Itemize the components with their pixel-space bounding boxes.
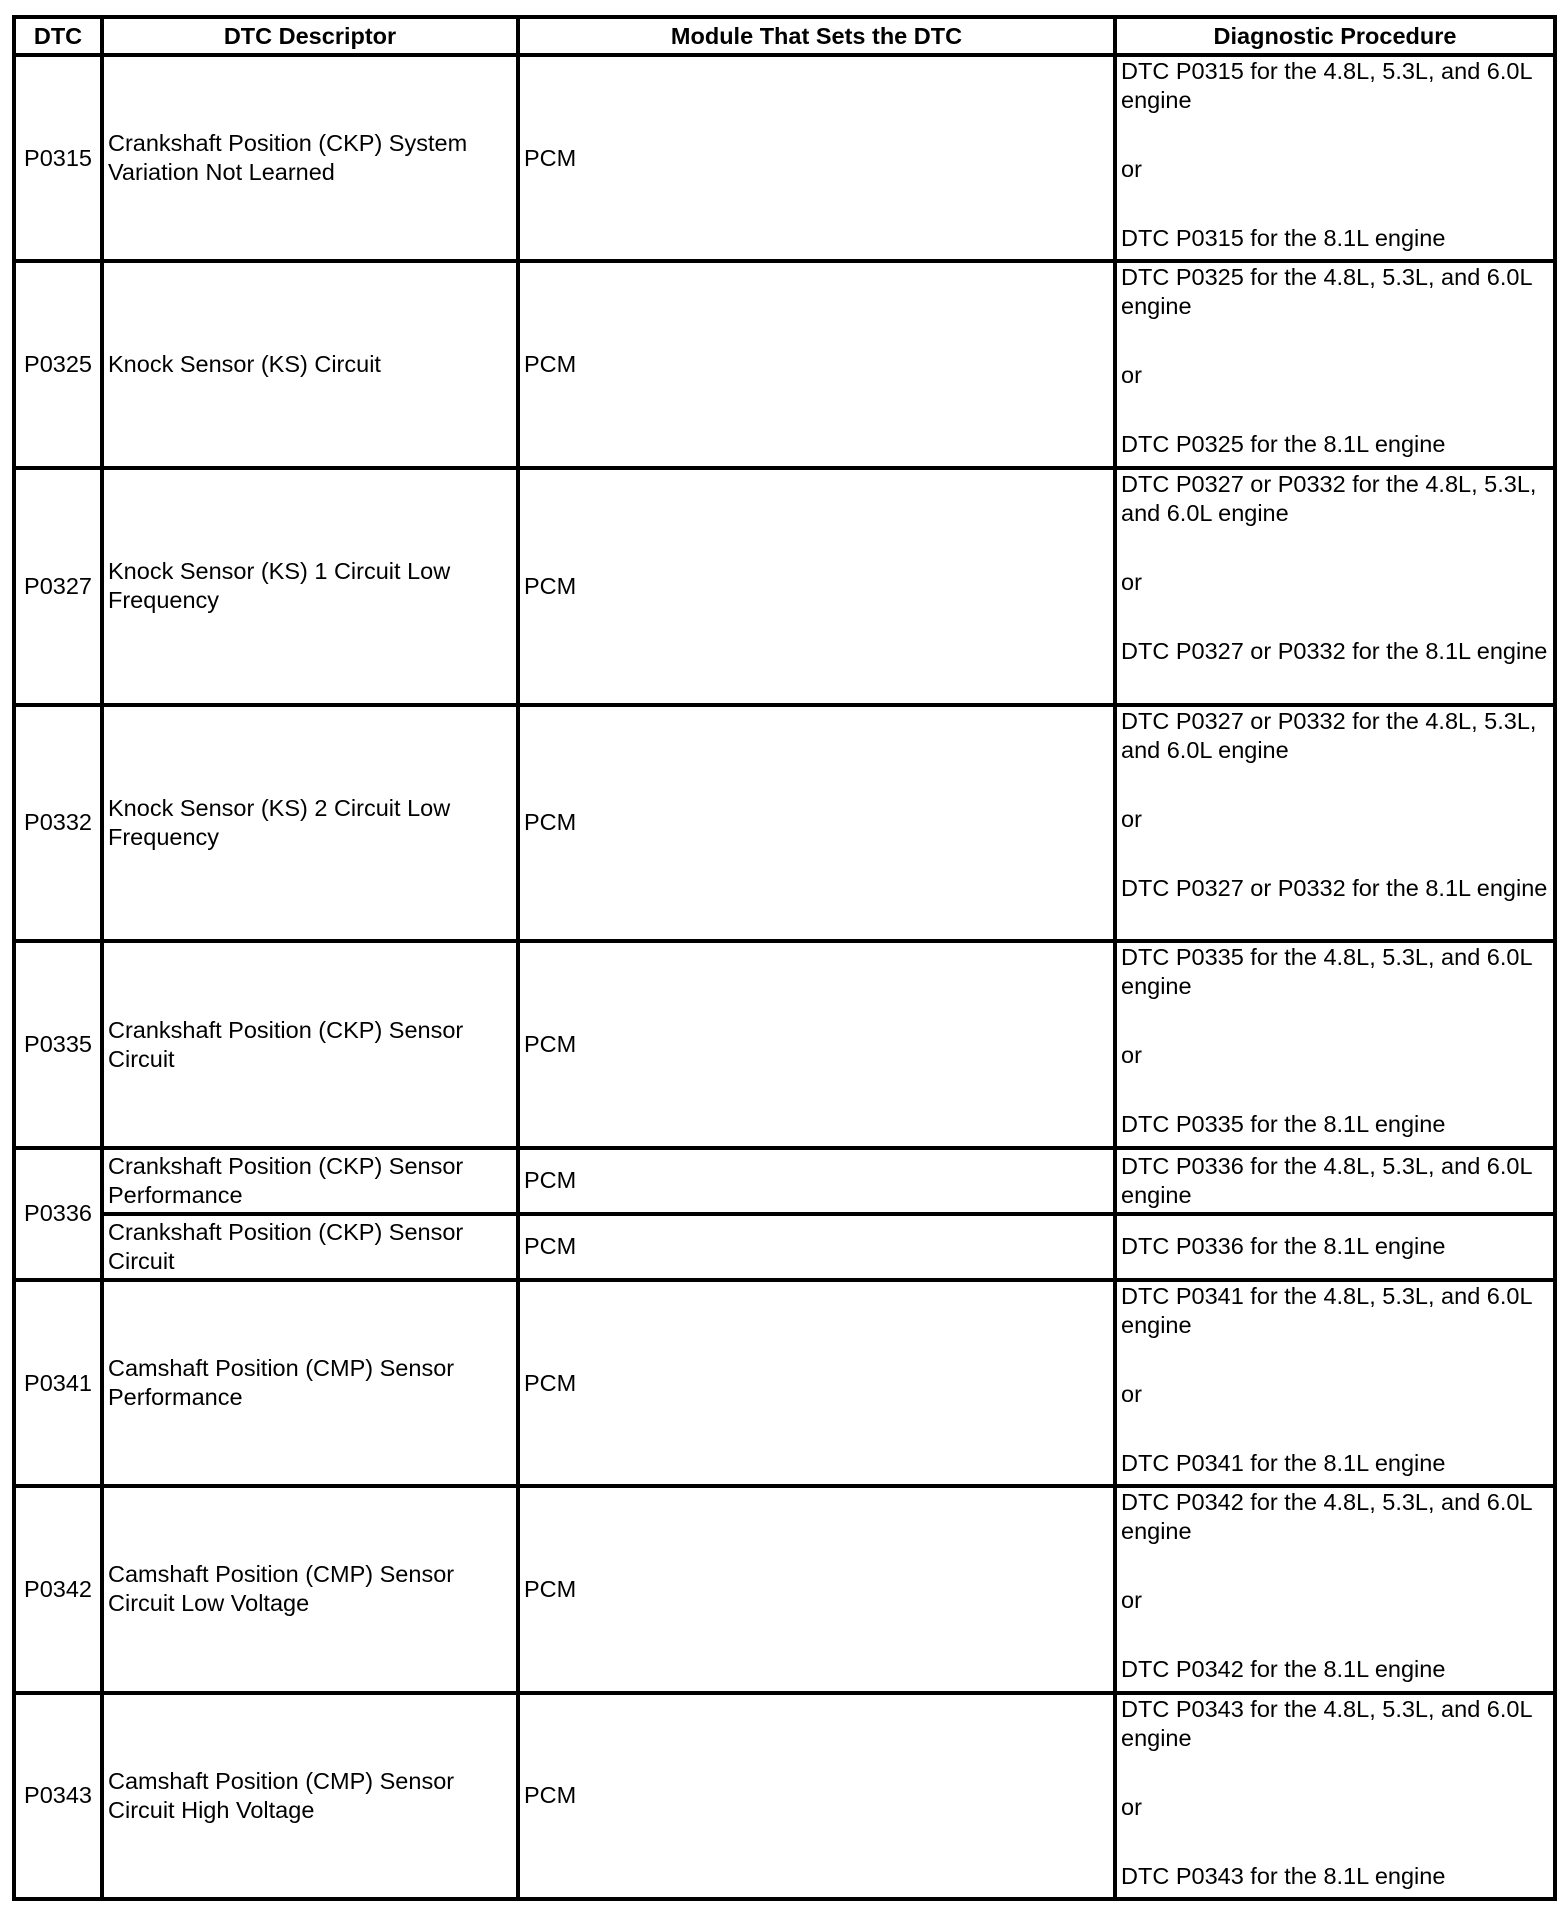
dtc-descriptor: Knock Sensor (KS) Circuit [102, 261, 518, 467]
diagnostic-procedure [1115, 941, 1555, 1147]
setting-module: PCM [518, 468, 1115, 705]
diagnostic-procedure [1115, 1693, 1555, 1899]
procedure-alternate: DTC P0335 for the 8.1L engine [1121, 1111, 1446, 1138]
procedure-primary: DTC P0315 for the 4.8L, 5.3L, and 6.0L engine [1121, 58, 1532, 113]
procedure-or: or [1121, 1587, 1142, 1614]
procedure-alternate: DTC P0342 for the 8.1L engine [1121, 1656, 1446, 1683]
procedure-primary: DTC P0327 or P0332 for the 4.8L, 5.3L, and 6.0L engine [1121, 470, 1537, 526]
dtc-code: P0332 [14, 705, 102, 942]
procedure-or: or [1121, 568, 1142, 595]
table-row [14, 1693, 1555, 1899]
dtc-code: P0335 [14, 941, 102, 1147]
procedure-alternate: DTC P0327 or P0332 for the 8.1L engine [1121, 874, 1548, 901]
dtc-code: P0341 [14, 1280, 102, 1486]
procedure-or: or [1121, 1042, 1142, 1069]
procedure-or: or [1121, 156, 1142, 182]
setting-module: PCM [518, 705, 1115, 942]
setting-module: PCM [518, 1148, 1115, 1214]
procedure-alternate: DTC P0315 for the 8.1L engine [1121, 225, 1446, 251]
header-procedure: Diagnostic Procedure [1115, 17, 1555, 55]
procedure-alternate: DTC P0343 for the 8.1L engine [1121, 1862, 1446, 1889]
procedure-or: or [1121, 362, 1142, 389]
table-row [14, 1486, 1555, 1692]
procedure-primary: DTC P0342 for the 4.8L, 5.3L, and 6.0L engine [1121, 1489, 1532, 1545]
dtc-descriptor: Camshaft Position (CMP) Sensor Performance [102, 1280, 518, 1486]
table-row [14, 1214, 1555, 1280]
diagnostic-procedure [1115, 1486, 1555, 1692]
setting-module: PCM [518, 1214, 1115, 1280]
setting-module: PCM [518, 1693, 1115, 1899]
dtc-code: P0325 [14, 261, 102, 467]
table-row [14, 941, 1555, 1147]
setting-module: PCM [518, 941, 1115, 1147]
header-module: Module That Sets the DTC [518, 17, 1115, 55]
dtc-code: P0336 [14, 1148, 102, 1280]
table-row [14, 1280, 1555, 1486]
table-row [14, 55, 1555, 261]
dtc-code: P0343 [14, 1693, 102, 1899]
diagnostic-procedure [1115, 468, 1555, 705]
procedure-primary: DTC P0341 for the 4.8L, 5.3L, and 6.0L engine [1121, 1282, 1532, 1338]
dtc-descriptor: Camshaft Position (CMP) Sensor Circuit High Voltage [102, 1693, 518, 1899]
dtc-descriptor: Crankshaft Position (CKP) Sensor Performance [102, 1148, 518, 1214]
procedure-or: or [1121, 1793, 1142, 1820]
dtc-descriptor: Camshaft Position (CMP) Sensor Circuit Low Voltage [102, 1486, 518, 1692]
table-row [14, 705, 1555, 942]
dtc-code: P0327 [14, 468, 102, 705]
setting-module: PCM [518, 55, 1115, 261]
diagnostic-procedure: DTC P0336 for the 4.8L, 5.3L, and 6.0L engine [1115, 1148, 1555, 1214]
procedure-or: or [1121, 1380, 1142, 1407]
setting-module: PCM [518, 1486, 1115, 1692]
dtc-descriptor: Knock Sensor (KS) 1 Circuit Low Frequency [102, 468, 518, 705]
procedure-primary: DTC P0327 or P0332 for the 4.8L, 5.3L, and 6.0L engine [1121, 707, 1537, 763]
diagnostic-procedure [1115, 261, 1555, 467]
header-row [14, 17, 1555, 55]
dtc-table [12, 15, 1557, 1901]
table-row [14, 1148, 1555, 1214]
procedure-primary: DTC P0335 for the 4.8L, 5.3L, and 6.0L engine [1121, 944, 1532, 1000]
dtc-descriptor: Crankshaft Position (CKP) Sensor Circuit [102, 941, 518, 1147]
header-dtc: DTC [14, 17, 102, 55]
procedure-or: or [1121, 805, 1142, 832]
setting-module: PCM [518, 1280, 1115, 1486]
procedure-alternate: DTC P0341 for the 8.1L engine [1121, 1449, 1446, 1476]
procedure-alternate: DTC P0325 for the 8.1L engine [1121, 431, 1446, 458]
dtc-code: P0342 [14, 1486, 102, 1692]
dtc-descriptor: Crankshaft Position (CKP) System Variation Not Learned [102, 55, 518, 261]
table-row [14, 468, 1555, 705]
diagnostic-procedure [1115, 1280, 1555, 1486]
dtc-code: P0315 [14, 55, 102, 261]
procedure-primary: DTC P0325 for the 4.8L, 5.3L, and 6.0L engine [1121, 264, 1532, 320]
table-row [14, 261, 1555, 467]
dtc-descriptor: Crankshaft Position (CKP) Sensor Circuit [102, 1214, 518, 1280]
diagnostic-procedure: DTC P0336 for the 8.1L engine [1115, 1214, 1555, 1280]
dtc-descriptor: Knock Sensor (KS) 2 Circuit Low Frequency [102, 705, 518, 942]
setting-module: PCM [518, 261, 1115, 467]
procedure-alternate: DTC P0327 or P0332 for the 8.1L engine [1121, 637, 1548, 664]
diagnostic-procedure [1115, 55, 1555, 261]
procedure-primary: DTC P0343 for the 4.8L, 5.3L, and 6.0L engine [1121, 1695, 1532, 1751]
header-descriptor: DTC Descriptor [102, 17, 518, 55]
diagnostic-procedure [1115, 705, 1555, 942]
